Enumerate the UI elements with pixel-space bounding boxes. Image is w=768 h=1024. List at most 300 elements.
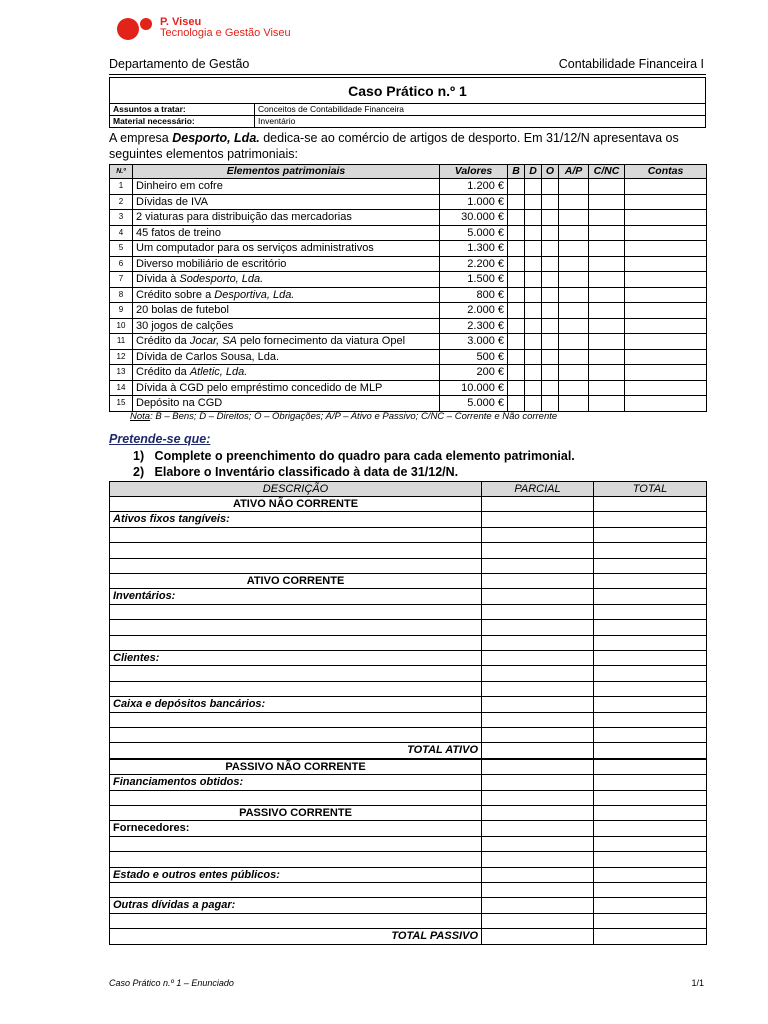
case-value: Conceitos de Contabilidade Financeira xyxy=(255,104,706,116)
classification-cell[interactable] xyxy=(625,225,707,241)
inventory-description: Outras dívidas a pagar: xyxy=(110,898,482,913)
classification-cell[interactable] xyxy=(625,272,707,288)
total-cell[interactable] xyxy=(594,697,707,712)
classification-cell[interactable] xyxy=(625,241,707,257)
classification-cell[interactable] xyxy=(542,179,559,195)
classification-cell[interactable] xyxy=(559,334,589,350)
inventory-row xyxy=(110,759,707,775)
element-value: 1.200 € xyxy=(440,179,508,195)
inventory-row xyxy=(110,775,707,790)
question-2: 2) Elabore o Inventário classificado à data de 31/12/N. xyxy=(133,465,459,479)
element-row xyxy=(110,210,707,226)
partial-cell[interactable] xyxy=(482,929,594,944)
elements-header-row xyxy=(110,165,707,179)
inventory-description: Financiamentos obtidos: xyxy=(110,775,482,790)
element-description: Dívidas de IVA xyxy=(133,194,440,210)
classification-cell[interactable] xyxy=(589,349,625,365)
classification-cell[interactable] xyxy=(508,380,525,396)
legend-note: Nota: B – Bens; D – Direitos; O – Obrigações; A/P – Ativo e Passivo; C/NC – Corrente e Não corrente xyxy=(130,411,558,422)
element-description: 30 jogos de calções xyxy=(133,318,440,334)
inventory-description xyxy=(110,604,482,619)
row-number: 14 xyxy=(110,380,133,396)
classification-cell[interactable] xyxy=(525,349,542,365)
classification-cell[interactable] xyxy=(542,303,559,319)
classification-cell[interactable] xyxy=(589,334,625,350)
classification-cell[interactable] xyxy=(625,256,707,272)
partial-cell[interactable] xyxy=(482,558,594,573)
classification-cell[interactable] xyxy=(542,225,559,241)
classification-cell[interactable] xyxy=(525,318,542,334)
inventory-row xyxy=(110,836,707,851)
row-number: 9 xyxy=(110,303,133,319)
element-value: 30.000 € xyxy=(440,210,508,226)
classification-cell[interactable] xyxy=(508,241,525,257)
partial-cell[interactable] xyxy=(482,913,594,928)
classification-cell[interactable] xyxy=(589,194,625,210)
inventory-description: ATIVO CORRENTE xyxy=(110,573,482,588)
classification-cell[interactable] xyxy=(508,179,525,195)
inventory-description xyxy=(110,558,482,573)
total-cell[interactable] xyxy=(594,558,707,573)
classification-cell[interactable] xyxy=(525,225,542,241)
element-value: 1.300 € xyxy=(440,241,508,257)
inventory-description xyxy=(110,681,482,696)
classification-cell[interactable] xyxy=(525,210,542,226)
element-description: Dívida à Sodesporto, Lda. xyxy=(133,272,440,288)
department-label: Departamento de Gestão xyxy=(109,57,250,71)
inventory-description: Fornecedores: xyxy=(110,821,482,836)
total-cell[interactable] xyxy=(594,543,707,558)
partial-cell[interactable] xyxy=(482,697,594,712)
element-value: 1.500 € xyxy=(440,272,508,288)
classification-cell[interactable] xyxy=(508,318,525,334)
element-value: 10.000 € xyxy=(440,380,508,396)
classification-cell[interactable] xyxy=(508,272,525,288)
total-cell[interactable] xyxy=(594,913,707,928)
pviseu-logo-icon xyxy=(116,17,156,41)
total-cell[interactable] xyxy=(594,882,707,897)
classification-cell[interactable] xyxy=(589,272,625,288)
classification-cell[interactable] xyxy=(525,396,542,412)
element-description: Diverso mobiliário de escritório xyxy=(133,256,440,272)
inventory-row xyxy=(110,867,707,882)
footer-doc-label: Caso Prático n.º 1 – Enunciado xyxy=(109,978,234,988)
classification-cell[interactable] xyxy=(508,334,525,350)
classification-cell[interactable] xyxy=(559,380,589,396)
element-description: Dívida de Carlos Sousa, Lda. xyxy=(133,349,440,365)
element-description: Dinheiro em cofre xyxy=(133,179,440,195)
col-header: O xyxy=(542,165,559,179)
inventory-description: TOTAL PASSIVO xyxy=(110,929,482,944)
row-number: 6 xyxy=(110,256,133,272)
classification-cell[interactable] xyxy=(525,272,542,288)
classification-cell[interactable] xyxy=(625,318,707,334)
row-number: 8 xyxy=(110,287,133,303)
element-value: 2.200 € xyxy=(440,256,508,272)
classification-cell[interactable] xyxy=(542,349,559,365)
classification-cell[interactable] xyxy=(525,241,542,257)
total-cell[interactable] xyxy=(594,775,707,790)
inventory-row xyxy=(110,589,707,604)
inventory-description: PASSIVO CORRENTE xyxy=(110,805,482,820)
total-cell[interactable] xyxy=(594,573,707,588)
classification-cell[interactable] xyxy=(589,380,625,396)
classification-cell[interactable] xyxy=(589,225,625,241)
partial-cell[interactable] xyxy=(482,712,594,727)
inventory-description: Clientes: xyxy=(110,650,482,665)
partial-cell[interactable] xyxy=(482,635,594,650)
row-number: 11 xyxy=(110,334,133,350)
classification-cell[interactable] xyxy=(625,380,707,396)
case-info-table xyxy=(109,77,706,128)
classification-cell[interactable] xyxy=(542,380,559,396)
classification-cell[interactable] xyxy=(589,210,625,226)
total-cell[interactable] xyxy=(594,650,707,665)
inventory-description xyxy=(110,727,482,742)
inventory-row xyxy=(110,635,707,650)
inventory-row xyxy=(110,620,707,635)
total-cell[interactable] xyxy=(594,743,707,759)
inventory-description: PASSIVO NÃO CORRENTE xyxy=(110,759,482,775)
partial-cell[interactable] xyxy=(482,650,594,665)
case-label: Assuntos a tratar: xyxy=(110,104,255,116)
task-heading: Pretende-se que: xyxy=(109,432,211,446)
inventory-description: Ativos fixos tangíveis: xyxy=(110,512,482,527)
inventory-row xyxy=(110,790,707,805)
col-header: Valores xyxy=(440,165,508,179)
total-cell[interactable] xyxy=(594,759,707,775)
total-cell[interactable] xyxy=(594,604,707,619)
classification-cell[interactable] xyxy=(525,287,542,303)
classification-cell[interactable] xyxy=(589,318,625,334)
row-number: 1 xyxy=(110,179,133,195)
classification-cell[interactable] xyxy=(625,396,707,412)
classification-cell[interactable] xyxy=(508,396,525,412)
inventory-description: Inventários: xyxy=(110,589,482,604)
classification-cell[interactable] xyxy=(589,256,625,272)
row-number: 3 xyxy=(110,210,133,226)
inventory-description: Estado e outros entes públicos: xyxy=(110,867,482,882)
classification-cell[interactable] xyxy=(625,179,707,195)
classification-cell[interactable] xyxy=(559,194,589,210)
partial-cell[interactable] xyxy=(482,805,594,820)
row-number: 12 xyxy=(110,349,133,365)
inventory-description xyxy=(110,635,482,650)
partial-cell[interactable] xyxy=(482,867,594,882)
partial-cell[interactable] xyxy=(482,543,594,558)
row-number: 13 xyxy=(110,365,133,381)
logo-text xyxy=(160,17,291,39)
inventory-row xyxy=(110,882,707,897)
inventory-description xyxy=(110,620,482,635)
col-header: A/P xyxy=(559,165,589,179)
inventory-description xyxy=(110,882,482,897)
classification-cell[interactable] xyxy=(542,287,559,303)
inventory-description xyxy=(110,852,482,867)
classification-cell[interactable] xyxy=(589,303,625,319)
total-cell[interactable] xyxy=(594,620,707,635)
classification-cell[interactable] xyxy=(508,210,525,226)
element-value: 5.000 € xyxy=(440,396,508,412)
inventory-row xyxy=(110,527,707,542)
classification-cell[interactable] xyxy=(559,256,589,272)
total-cell[interactable] xyxy=(594,589,707,604)
classification-cell[interactable] xyxy=(542,256,559,272)
partial-cell[interactable] xyxy=(482,604,594,619)
total-cell[interactable] xyxy=(594,497,707,512)
element-row xyxy=(110,287,707,303)
classification-cell[interactable] xyxy=(525,380,542,396)
intro-paragraph: A empresa Desporto, Lda. dedica-se ao comércio de artigos de desporto. Em 31/12/N apresentava os seguintes elementos patrimoniais: xyxy=(109,131,679,161)
total-cell[interactable] xyxy=(594,929,707,944)
classification-cell[interactable] xyxy=(589,179,625,195)
partial-cell[interactable] xyxy=(482,589,594,604)
classification-cell[interactable] xyxy=(559,396,589,412)
element-row xyxy=(110,272,707,288)
classification-cell[interactable] xyxy=(508,225,525,241)
inventory-row xyxy=(110,558,707,573)
classification-cell[interactable] xyxy=(625,349,707,365)
classification-cell[interactable] xyxy=(508,303,525,319)
classification-cell[interactable] xyxy=(559,365,589,381)
col-header: Elementos patrimoniais xyxy=(133,165,440,179)
total-cell[interactable] xyxy=(594,635,707,650)
col-header: DESCRIÇÃO xyxy=(110,482,482,497)
classification-cell[interactable] xyxy=(625,365,707,381)
classification-cell[interactable] xyxy=(625,287,707,303)
classification-cell[interactable] xyxy=(542,396,559,412)
inventory-description xyxy=(110,913,482,928)
page-number: 1/1 xyxy=(691,978,704,988)
classification-cell[interactable] xyxy=(525,256,542,272)
classification-cell[interactable] xyxy=(559,349,589,365)
total-cell[interactable] xyxy=(594,821,707,836)
classification-cell[interactable] xyxy=(525,303,542,319)
inventory-row xyxy=(110,697,707,712)
classification-cell[interactable] xyxy=(542,318,559,334)
partial-cell[interactable] xyxy=(482,821,594,836)
partial-cell[interactable] xyxy=(482,681,594,696)
total-cell[interactable] xyxy=(594,681,707,696)
element-description: 2 viaturas para distribuição das mercadorias xyxy=(133,210,440,226)
elements-table xyxy=(109,164,707,412)
inventory-description xyxy=(110,790,482,805)
element-row xyxy=(110,365,707,381)
inventory-row xyxy=(110,681,707,696)
classification-cell[interactable] xyxy=(525,365,542,381)
element-description: Crédito sobre a Desportiva, Lda. xyxy=(133,287,440,303)
header-rule xyxy=(109,74,706,75)
col-header: C/NC xyxy=(589,165,625,179)
inventory-description xyxy=(110,527,482,542)
row-number: 5 xyxy=(110,241,133,257)
classification-cell[interactable] xyxy=(542,365,559,381)
classification-cell[interactable] xyxy=(559,272,589,288)
partial-cell[interactable] xyxy=(482,898,594,913)
logo-line2: Tecnologia e Gestão Viseu xyxy=(160,27,291,39)
total-cell[interactable] xyxy=(594,852,707,867)
classification-cell[interactable] xyxy=(508,256,525,272)
element-row xyxy=(110,194,707,210)
classification-cell[interactable] xyxy=(508,365,525,381)
partial-cell[interactable] xyxy=(482,836,594,851)
inventory-row xyxy=(110,852,707,867)
partial-cell[interactable] xyxy=(482,852,594,867)
total-cell[interactable] xyxy=(594,712,707,727)
total-cell[interactable] xyxy=(594,727,707,742)
partial-cell[interactable] xyxy=(482,882,594,897)
classification-cell[interactable] xyxy=(559,210,589,226)
element-row xyxy=(110,225,707,241)
row-number: 10 xyxy=(110,318,133,334)
classification-cell[interactable] xyxy=(559,303,589,319)
element-row xyxy=(110,318,707,334)
classification-cell[interactable] xyxy=(625,210,707,226)
classification-cell[interactable] xyxy=(542,194,559,210)
case-label: Material necessário: xyxy=(110,116,255,128)
classification-cell[interactable] xyxy=(589,287,625,303)
element-row xyxy=(110,396,707,412)
element-row xyxy=(110,349,707,365)
inventory-row xyxy=(110,573,707,588)
inventory-description: ATIVO NÃO CORRENTE xyxy=(110,497,482,512)
inventory-row xyxy=(110,512,707,527)
element-description: 20 bolas de futebol xyxy=(133,303,440,319)
col-header: TOTAL xyxy=(594,482,707,497)
partial-cell[interactable] xyxy=(482,790,594,805)
classification-cell[interactable] xyxy=(559,287,589,303)
element-value: 2.000 € xyxy=(440,303,508,319)
element-description: 45 fatos de treino xyxy=(133,225,440,241)
total-cell[interactable] xyxy=(594,867,707,882)
total-cell[interactable] xyxy=(594,898,707,913)
element-description: Crédito da Atletic, Lda. xyxy=(133,365,440,381)
col-header: N.º xyxy=(110,165,133,179)
element-description: Depósito na CGD xyxy=(133,396,440,412)
element-value: 500 € xyxy=(440,349,508,365)
total-cell[interactable] xyxy=(594,836,707,851)
classification-cell[interactable] xyxy=(508,287,525,303)
inventory-description xyxy=(110,666,482,681)
classification-cell[interactable] xyxy=(625,303,707,319)
total-cell[interactable] xyxy=(594,805,707,820)
classification-cell[interactable] xyxy=(525,334,542,350)
element-value: 3.000 € xyxy=(440,334,508,350)
element-description: Dívida à CGD pelo empréstimo concedido de MLP xyxy=(133,380,440,396)
element-row xyxy=(110,380,707,396)
element-description: Crédito da Jocar, SA pelo fornecimento da viatura Opel xyxy=(133,334,440,350)
classification-cell[interactable] xyxy=(589,396,625,412)
classification-cell[interactable] xyxy=(559,179,589,195)
inventory-description: Caixa e depósitos bancários: xyxy=(110,697,482,712)
inventory-row xyxy=(110,743,707,759)
inventory-description xyxy=(110,712,482,727)
classification-cell[interactable] xyxy=(542,272,559,288)
row-number: 15 xyxy=(110,396,133,412)
classification-cell[interactable] xyxy=(542,334,559,350)
element-value: 200 € xyxy=(440,365,508,381)
inventory-row xyxy=(110,898,707,913)
total-cell[interactable] xyxy=(594,666,707,681)
classification-cell[interactable] xyxy=(559,225,589,241)
element-value: 2.300 € xyxy=(440,318,508,334)
inventory-row xyxy=(110,604,707,619)
classification-cell[interactable] xyxy=(508,194,525,210)
partial-cell[interactable] xyxy=(482,775,594,790)
logo-line1: P. Viseu xyxy=(160,16,202,28)
course-label: Contabilidade Financeira I xyxy=(558,57,704,71)
inventory-row xyxy=(110,666,707,681)
partial-cell[interactable] xyxy=(482,497,594,512)
case-title: Caso Prático n.º 1 xyxy=(110,78,706,104)
total-cell[interactable] xyxy=(594,790,707,805)
inventory-row xyxy=(110,727,707,742)
inventory-row xyxy=(110,821,707,836)
col-header: D xyxy=(525,165,542,179)
inventory-row xyxy=(110,712,707,727)
classification-cell[interactable] xyxy=(559,318,589,334)
col-header: B xyxy=(508,165,525,179)
classification-cell[interactable] xyxy=(589,241,625,257)
classification-cell[interactable] xyxy=(589,365,625,381)
col-header: PARCIAL xyxy=(482,482,594,497)
classification-cell[interactable] xyxy=(625,334,707,350)
element-row xyxy=(110,303,707,319)
partial-cell[interactable] xyxy=(482,573,594,588)
element-row xyxy=(110,256,707,272)
inventory-row xyxy=(110,913,707,928)
classification-cell[interactable] xyxy=(542,241,559,257)
element-value: 1.000 € xyxy=(440,194,508,210)
element-row xyxy=(110,334,707,350)
partial-cell[interactable] xyxy=(482,666,594,681)
total-cell[interactable] xyxy=(594,527,707,542)
inventory-description xyxy=(110,836,482,851)
partial-cell[interactable] xyxy=(482,527,594,542)
partial-cell[interactable] xyxy=(482,727,594,742)
classification-cell[interactable] xyxy=(542,210,559,226)
partial-cell[interactable] xyxy=(482,759,594,775)
col-header: Contas xyxy=(625,165,707,179)
partial-cell[interactable] xyxy=(482,512,594,527)
inventory-row xyxy=(110,650,707,665)
row-number: 7 xyxy=(110,272,133,288)
inventory-row xyxy=(110,805,707,820)
inventory-description: TOTAL ATIVO xyxy=(110,743,482,759)
total-cell[interactable] xyxy=(594,512,707,527)
inventory-description xyxy=(110,543,482,558)
classification-cell[interactable] xyxy=(625,194,707,210)
inventory-row xyxy=(110,543,707,558)
element-description: Um computador para os serviços administrativos xyxy=(133,241,440,257)
case-value: Inventário xyxy=(255,116,706,128)
inventory-header-row xyxy=(110,482,707,497)
element-row xyxy=(110,241,707,257)
inventory-row xyxy=(110,929,707,944)
classification-cell[interactable] xyxy=(559,241,589,257)
question-1: 1) Complete o preenchimento do quadro para cada elemento patrimonial. xyxy=(133,449,575,463)
row-number: 4 xyxy=(110,225,133,241)
partial-cell[interactable] xyxy=(482,743,594,759)
element-value: 800 € xyxy=(440,287,508,303)
row-number: 2 xyxy=(110,194,133,210)
classification-cell[interactable] xyxy=(508,349,525,365)
classification-cell[interactable] xyxy=(525,179,542,195)
element-row xyxy=(110,179,707,195)
company-name: Desporto, Lda. xyxy=(172,131,260,145)
classification-cell[interactable] xyxy=(525,194,542,210)
partial-cell[interactable] xyxy=(482,620,594,635)
